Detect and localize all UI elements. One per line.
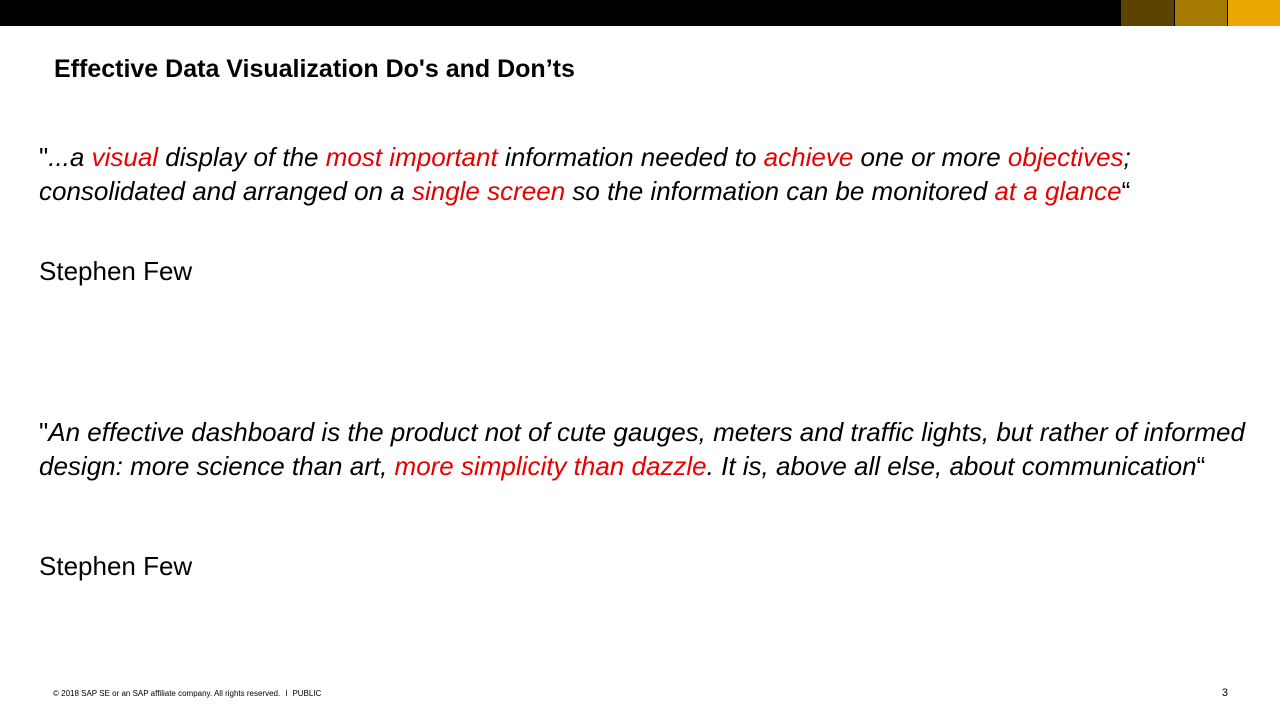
quote-author: Stephen Few [39,551,193,581]
quote-text: ; consolidated and arranged on a [39,142,1131,206]
quote-text: ...a [48,142,92,172]
quote-open-mark: " [39,417,49,447]
quote-highlight: visual [91,142,159,172]
slide-title: Effective Data Visualization Do's and Don’ts [54,55,575,83]
footer-separator: I [285,689,288,698]
quote-close-mark: “ [1121,176,1131,206]
brand-accent-block-dark [1121,0,1174,26]
quote-text: so the information can be monitored [565,176,995,206]
page-number: 3 [1221,687,1228,699]
quote-highlight: single screen [411,176,566,206]
quote-highlight: achieve [763,142,854,172]
quote-highlight: most important [325,142,498,172]
footer [53,689,321,698]
quote-text: display of the [158,142,326,172]
quote-text: An effective dashboard is the product not of cute gauges, meters and traffic lights, but rather of informed design: more science than art, [39,417,1245,481]
quote-open-mark: " [39,142,49,172]
quote-text: . It is, above all else, about communication [706,451,1197,481]
copyright-text: © 2018 SAP SE or an SAP affiliate company. All rights reserved. [53,689,281,698]
quote-close-mark: “ [1196,451,1206,481]
quote-author: Stephen Few [39,256,193,286]
quote-highlight: at a glance [994,176,1122,206]
top-bar [0,0,1280,26]
quote-effective-dashboard [39,415,1259,483]
quote-visual-display [39,140,1259,208]
quote-text: information needed to [497,142,764,172]
quote-highlight: objectives [1007,142,1124,172]
quote-text: one or more [853,142,1008,172]
brand-accent-block-light [1228,0,1280,26]
quote-highlight: more simplicity than dazzle [394,451,707,481]
brand-accent-block-medium [1175,0,1227,26]
classification-label: PUBLIC [292,689,322,698]
